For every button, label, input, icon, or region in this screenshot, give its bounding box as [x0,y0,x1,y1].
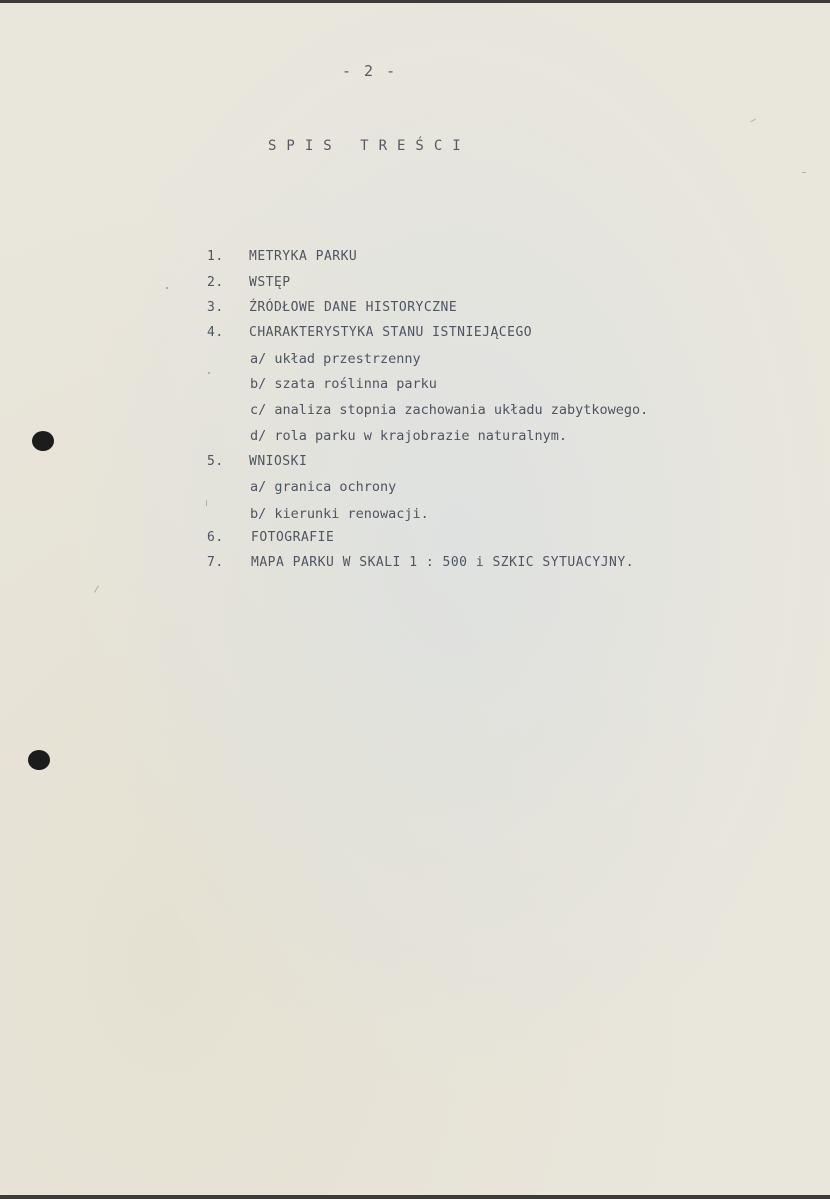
toc-item-label: ŹRÓDŁOWE DANE HISTORYCZNE [249,300,458,315]
toc-subitem-4a: a/ układ przestrzenny [250,351,421,367]
punch-hole [28,750,50,770]
toc-subitem-4c: c/ analiza stopnia zachowania układu zabytkowego. [250,402,649,418]
toc-item-number: 5. [207,454,224,469]
toc-subitem-5a: a/ granica ochrony [250,479,397,495]
toc-item-label: WNIOSKI [249,454,308,469]
bottom-edge [0,1195,830,1199]
toc-subitem-5b: b/ kierunki renowacji. [250,506,429,522]
page-title: SPIS TREŚCI [268,138,471,154]
toc-item-number: 1. [207,249,224,264]
paper-speck [208,372,210,374]
toc-subitem-4d: d/ rola parku w krajobrazie naturalnym. [250,428,567,444]
paper-speck [94,585,99,592]
paper-speck [206,500,207,506]
punch-hole [32,431,54,451]
toc-item-number: 2. [207,275,224,290]
toc-item-number: 4. [207,325,224,340]
paper-speck [802,172,806,173]
top-edge [0,0,830,3]
page-number: - 2 - [342,62,398,80]
toc-item-number: 7. [207,555,224,570]
toc-item-label: METRYKA PARKU [249,249,358,264]
toc-item-label: WSTĘP [249,275,291,290]
toc-item-label: MAPA PARKU W SKALI 1 : 500 i SZKIC SYTUACYJNY. [251,555,635,570]
toc-item-label: FOTOGRAFIE [251,530,335,545]
toc-item-label: CHARAKTERYSTYKA STANU ISTNIEJĄCEGO [249,325,533,340]
toc-subitem-4b: b/ szata roślinna parku [250,376,437,392]
paper-speck [166,287,168,289]
toc-item-number: 6. [207,530,224,545]
toc-item-number: 3. [207,300,224,315]
paper-speck [750,119,756,123]
